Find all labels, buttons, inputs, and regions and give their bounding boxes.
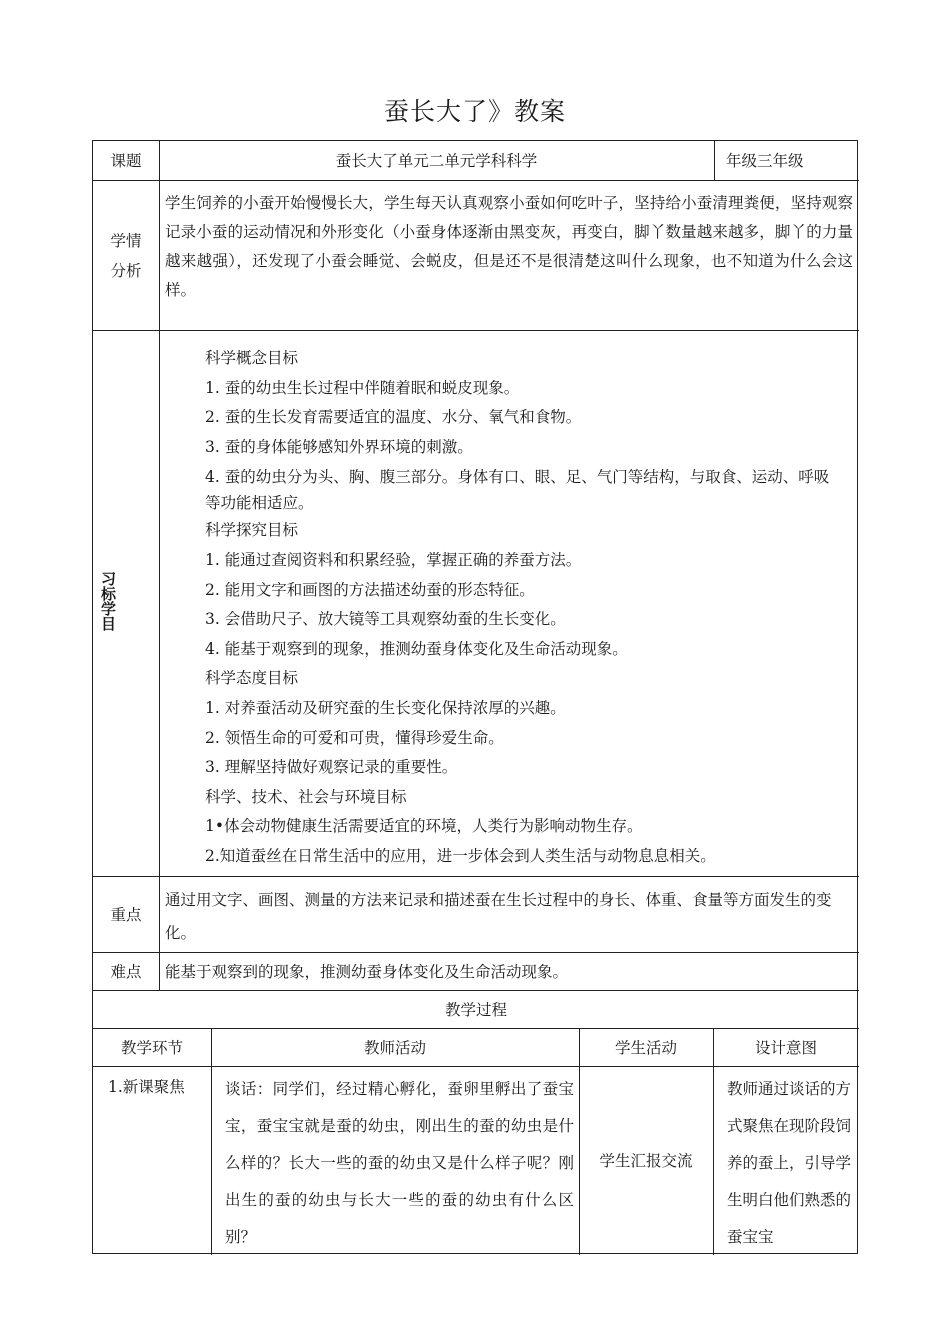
difficulty-text: 能基于观察到的现象，推测幼蚕身体变化及生命活动现象。	[165, 963, 569, 981]
goal-item: 1•体会动物健康生活需要适宜的环境，人类行为影响动物生存。	[205, 817, 643, 836]
column-header-teacher: 教师活动	[363, 1039, 426, 1057]
analysis-label-line2: 分析	[110, 262, 142, 280]
teacher-activity-cell: 谈话：同学们，经过精心孵化，蚕卵里孵出了蚕宝宝，蚕宝宝就是蚕的幼虫，刚出生的蚕的幼虫是什么样的？长大一些的蚕的幼虫又是什么样子呢？刚出生的蚕的幼虫与长大一些的蚕的幼虫有什么区别？	[225, 1080, 574, 1246]
column-header-design: 设计意图	[754, 1039, 817, 1057]
design-intent-cell: 教师通过谈话的方式聚焦在现阶段饲养的蚕上，引导学生明白他们熟悉的蚕宝宝	[727, 1080, 851, 1246]
goal-heading: 科学态度目标	[205, 669, 299, 688]
goal-item: 2. 领悟生命的可爱和可贵，懂得珍爱生命。	[205, 728, 504, 747]
column-header-stage: 教学环节	[120, 1039, 183, 1057]
goal-item: 1. 对养蚕活动及研究蚕的生长变化保持浓厚的兴趣。	[205, 698, 566, 717]
key-text: 通过用文字、画图、测量的方法来记录和描述蚕在生长过程中的身长、体重、食量等方面发生的变化。	[165, 891, 832, 942]
goal-item: 2.知道蚕丝在日常生活中的应用，进一步体会到人类生活与动物息息相关。	[205, 846, 716, 865]
goal-item: 3. 蚕的身体能够感知外界环境的刺激。	[205, 437, 473, 456]
goal-item: 3. 理解坚持做好观察记录的重要性。	[205, 758, 458, 777]
goal-item: 4. 能基于观察到的现象，推测幼蚕身体变化及生命活动现象。	[205, 639, 628, 658]
goal-item: 2. 蚕的生长发育需要适宜的温度、水分、氧气和食物。	[205, 408, 582, 427]
goal-item: 1. 蚕的幼虫生长过程中伴随着眠和蜕皮现象。	[205, 378, 520, 397]
goals-list	[205, 344, 845, 872]
goal-item: 4. 蚕的幼虫分为头、胸、腹三部分。身体有口、眼、足、气门等结构，与取食、运动、呼吸等功能相适应。	[205, 468, 830, 513]
course-value: 蚕长大了单元二单元学科科学	[335, 152, 538, 170]
analysis-label	[93, 181, 159, 331]
goal-item: 3. 会借助尺子、放大镜等工具观察幼蚕的生长变化。	[205, 610, 566, 629]
analysis-label-line1: 学情	[110, 232, 142, 250]
goals-label-cell	[93, 331, 159, 877]
goal-item: 2. 能用文字和画图的方法描述幼蚕的形态特征。	[205, 580, 535, 599]
stage-cell: 1.新课聚焦	[108, 1078, 185, 1096]
goals-label: 习标学目	[99, 571, 117, 631]
goal-heading: 科学探究目标	[205, 521, 299, 540]
grade-value: 年级三年级	[726, 152, 804, 170]
goal-heading: 科学概念目标	[205, 349, 299, 367]
analysis-text: 学生饲养的小蚕开始慢慢长大，学生每天认真观察小蚕如何吃叶子，坚持给小蚕清理粪便，坚持观察记录小蚕的运动情况和外形变化（小蚕身体逐渐由黑变灰，再变白，脚丫数量越来越多，脚丫的力量越来越强），还发现了小蚕会睡觉、会蜕皮，但是还不是很清楚这叫什么现象，也不知道为什么会这样。	[165, 194, 853, 299]
document-title: 蚕长大了》教案	[383, 97, 566, 126]
course-label: 课题	[110, 152, 142, 170]
student-activity-cell: 学生汇报交流	[599, 1152, 693, 1170]
column-header-student: 学生活动	[614, 1039, 677, 1057]
process-heading: 教学过程	[444, 1001, 507, 1019]
goal-heading: 科学、技术、社会与环境目标	[205, 787, 407, 806]
lesson-plan-table	[92, 140, 858, 1254]
key-label: 重点	[110, 906, 142, 924]
difficulty-label: 难点	[110, 963, 142, 981]
goal-item: 1. 能通过查阅资料和积累经验，掌握正确的养蚕方法。	[205, 550, 582, 569]
